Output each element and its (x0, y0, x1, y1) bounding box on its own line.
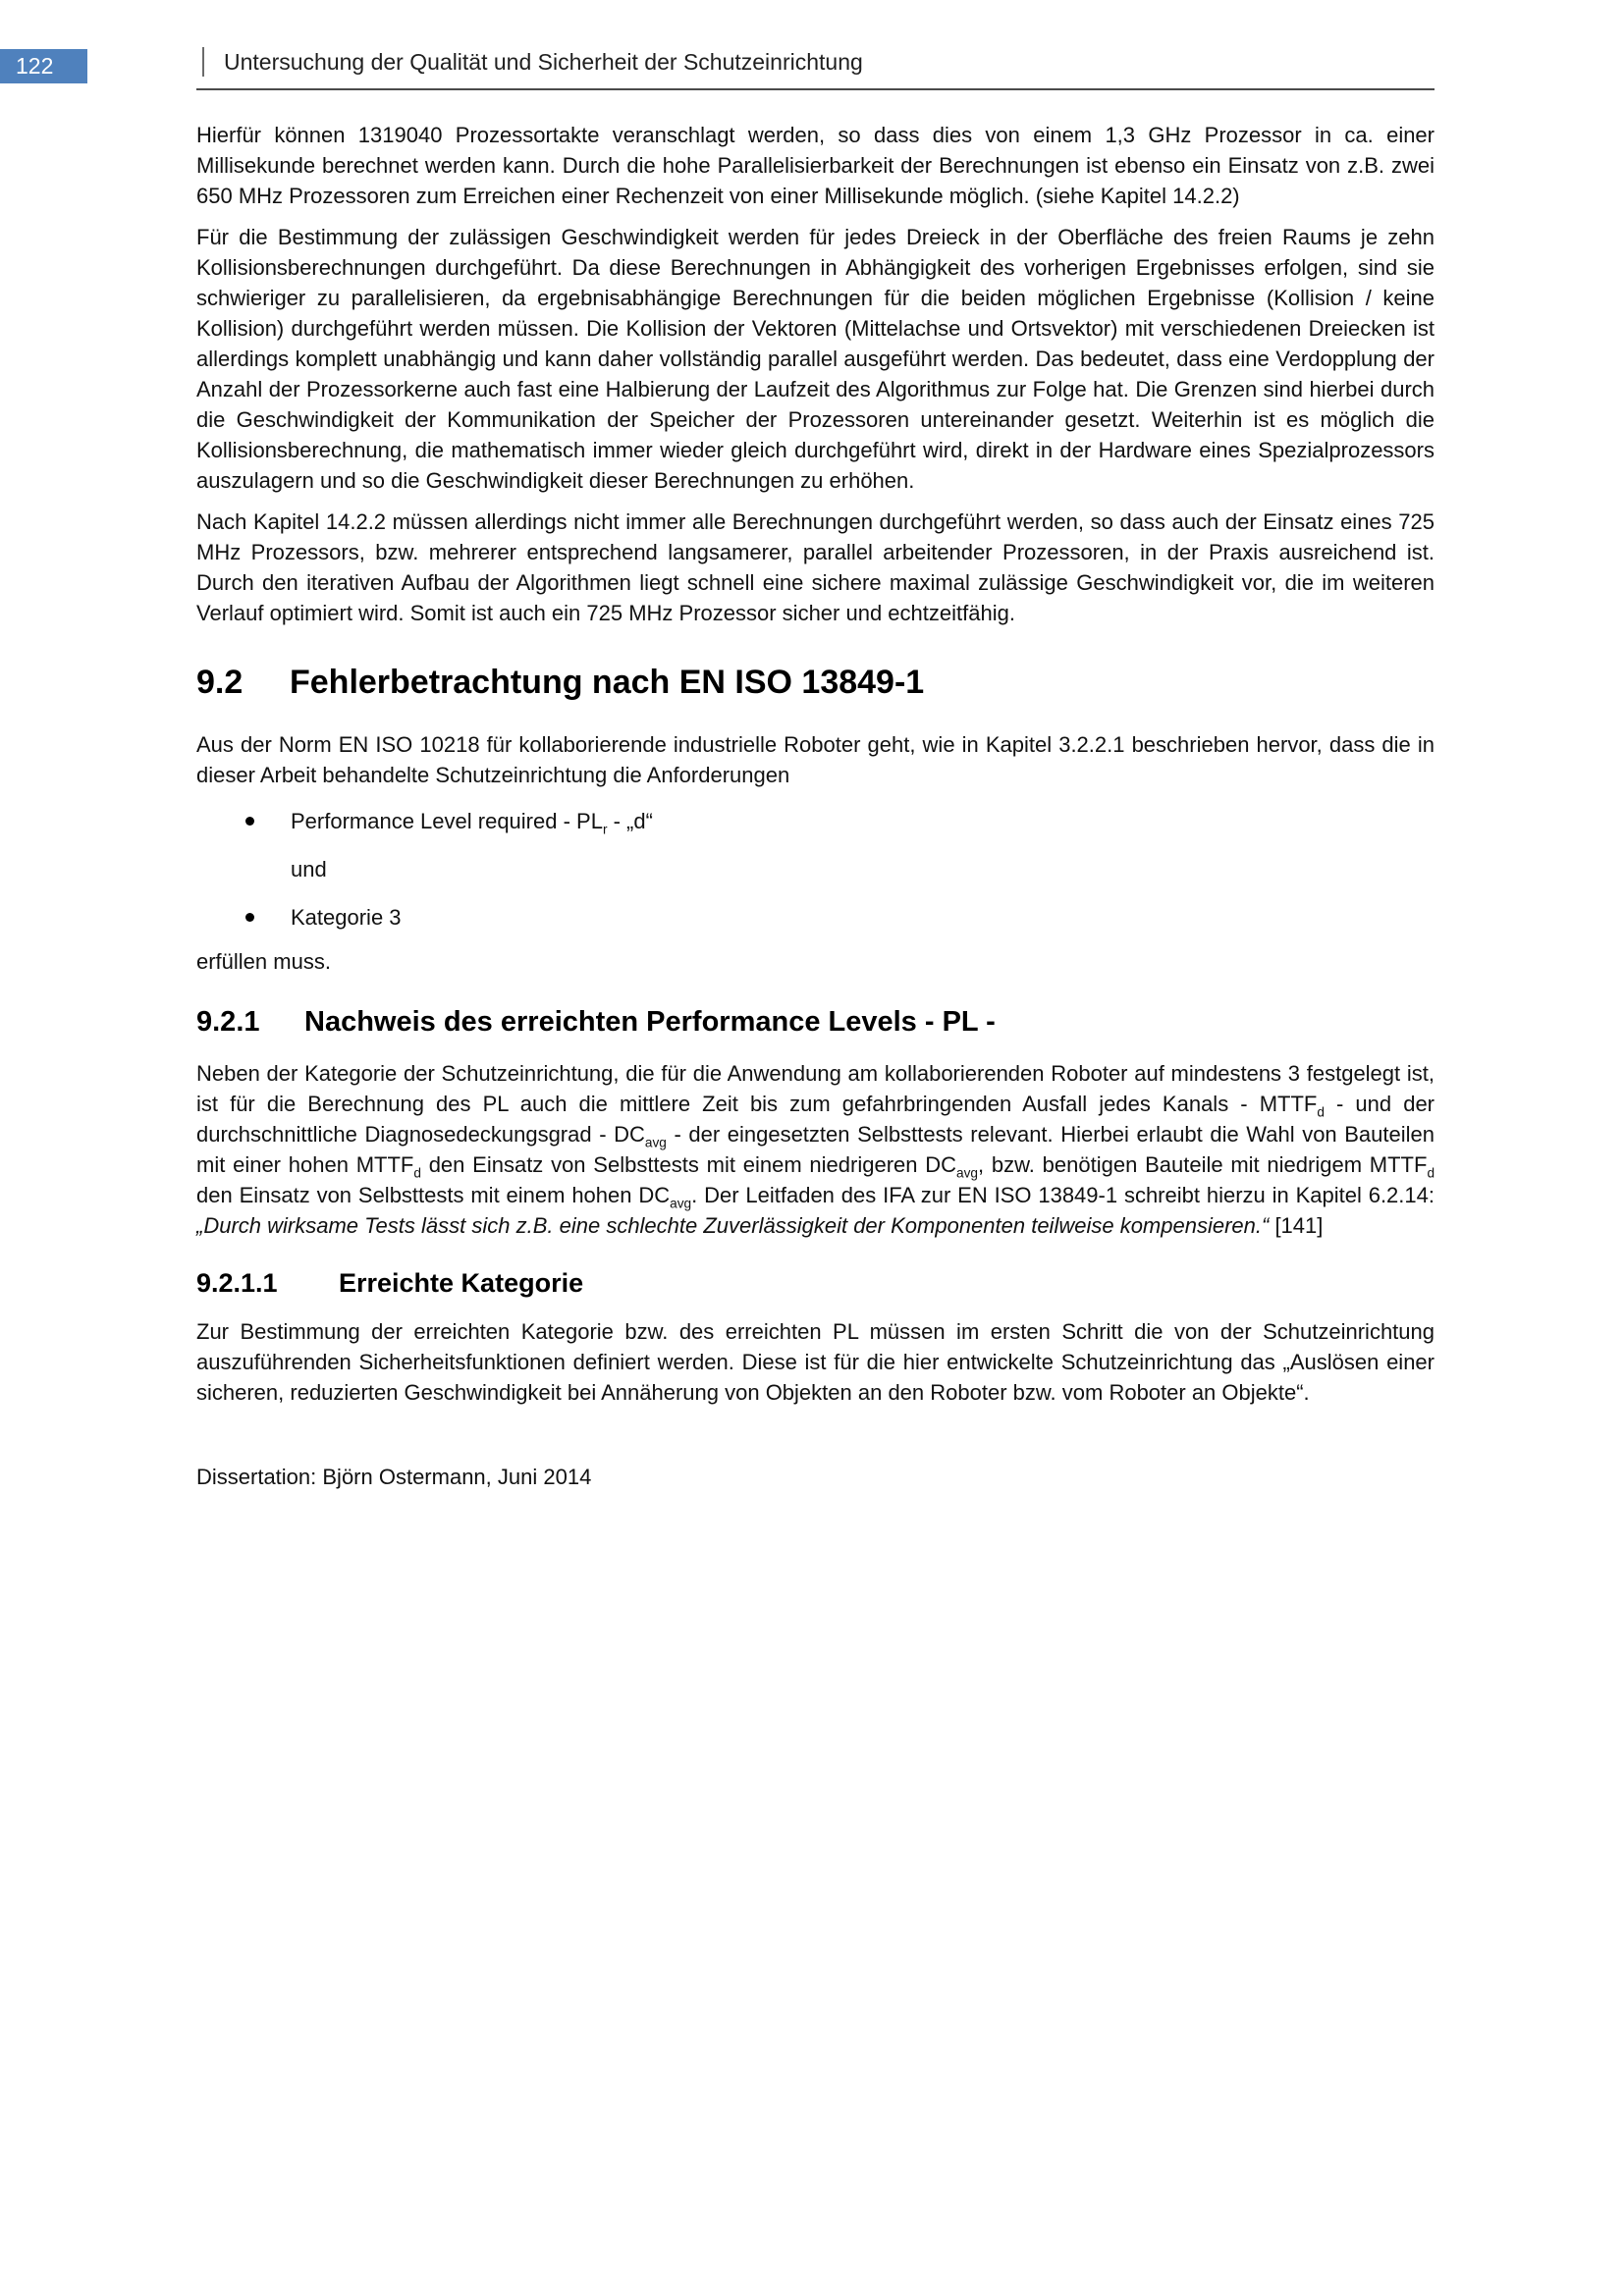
heading-title: Erreichte Kategorie (339, 1268, 584, 1298)
text-part: , bzw. benötigen Bauteile mit niedrigem MTTF (978, 1152, 1428, 1177)
paragraph-norm-anforderungen: Aus der Norm EN ISO 10218 für kollaborierende industrielle Roboter geht, wie in Kapitel 3.2.2.1 beschrieben hervor, dass die in dieser Arbeit behandelte Schutzeinrichtung die Anforderungen (196, 732, 1435, 787)
subscript-d: d (413, 1165, 421, 1181)
subscript-avg: avg (670, 1196, 692, 1211)
paragraph-processor-takt: Hierfür können 1319040 Prozessortakte veranschlagt werden, so dass dies von einem 1,3 GHz Prozessor in ca. einer Millisekunde berechnet werden kann. Durch die hohe Parallelisierbarkeit der Berechnungen ist ebenso ein Einsatz von z.B. zwei 650 MHz Prozessoren zum Erreichen einer Rechenzeit von einer Millisekunde möglich. (siehe Kapitel 14.2.2) (196, 123, 1435, 208)
list-item-text-part: Performance Level required - PL (291, 809, 603, 833)
list-item-text-part: - „d“ (607, 809, 653, 833)
bullet-icon (245, 913, 254, 922)
list-item-kategorie (244, 902, 1435, 933)
paragraph-mttf-dc (196, 1058, 1435, 1241)
paragraph-parallelisierung: Für die Bestimmung der zulässigen Geschwindigkeit werden für jedes Dreieck in der Oberfläche des freien Raums je zehn Kollisionsberechnungen durchgeführt. Da diese Berechnungen in Abhängigkeit des vorherigen Ergebnisses erfolgen, sind sie schwieriger zu parallelisieren, da ergebnisabhängige Berechnungen für die beiden möglichen Ergebnisse (Kollision / keine Kollision) durchgeführt werden müssen. Die Kollision der Vektoren (Mittelachse und Ortsvektor) mit verschiedenen Dreiecken ist allerdings komplett unabhängig und kann daher vollständig parallel ausgeführt werden. Das bedeutet, dass eine Verdopplung der Anzahl der Prozessorkerne auch fast eine Halbierung der Laufzeit des Algorithmus zur Folge hat. Die Grenzen sind hierbei durch die Geschwindigkeit der Kommunikation der Speicher der Prozessoren untereinander gesetzt. Weiterhin ist es möglich die Kollisionsberechnung, die mathematisch immer wieder gleich durchgeführt wird, direkt in der Hardware eines Spezialprozessors auszulagern und so die Geschwindigkeit dieser Berechnungen zu erhöhen. (196, 225, 1435, 493)
subscript-d: d (1317, 1104, 1325, 1120)
text-part: . Der Leitfaden des IFA zur EN ISO 13849-1 schreibt hierzu in Kapitel 6.2.14: (691, 1183, 1435, 1207)
list-item-text (291, 806, 1435, 836)
heading-title: Nachweis des erreichten Performance Levels - PL - (304, 1006, 996, 1038)
page-header (196, 45, 1435, 90)
content-area (196, 120, 1435, 1418)
paragraph-725mhz: Nach Kapitel 14.2.2 müssen allerdings nicht immer alle Berechnungen durchgeführt werden, so dass auch der Einsatz eines 725 MHz Prozessors, bzw. mehrerer entsprechend langsamerer, parallel arbeitender Prozessoren, in der Praxis ausreichend ist. Durch den iterativen Aufbau der Algorithmen liegt schnell eine sichere maximal zulässige Geschwindigkeit vor, die im weiteren Verlauf optimiert wird. Somit ist auch ein 725 MHz Prozessor sicher und echtzeitfähig. (196, 509, 1435, 625)
section-heading-9-2-1 (196, 1004, 1435, 1041)
heading-number: 9.2.1.1 (196, 1268, 278, 1298)
text-part: den Einsatz von Selbsttests mit einem niedrigeren DC (420, 1152, 957, 1177)
text-part: den Einsatz von Selbsttests mit einem hohen DC (196, 1183, 671, 1207)
bullet-icon (245, 817, 254, 826)
running-header-title: Untersuchung der Qualität und Sicherheit der Schutzeinrichtung (224, 48, 863, 75)
section-heading-9-2-1-1 (196, 1266, 1435, 1301)
heading-title: Fehlerbetrachtung nach EN ISO 13849-1 (290, 664, 925, 701)
page-number-badge (0, 49, 87, 83)
running-header (202, 47, 1435, 77)
list-item-performance-level (244, 806, 1435, 884)
subscript-avg: avg (956, 1165, 979, 1181)
paragraph-sicherheitsfunktion: Zur Bestimmung der erreichten Kategorie bzw. des erreichten PL müssen im ersten Schritt die von der Schutzeinrichtung auszuführenden Sicherheitsfunktionen definiert werden. Diese ist für die hier entwickelte Schutzeinrichtung das „Auslösen einer sicheren, reduzierten Geschwindigkeit bei Annäherung von Objekten an den Roboter bzw. vom Roboter an Objekte“. (196, 1319, 1435, 1405)
text-part: Neben der Kategorie der Schutzeinrichtung, die für die Anwendung am kollaborierenden Roboter auf mindestens 3 festgelegt ist, ist für die Berechnung des PL auch die mittlere Zeit bis zum gefahrbringenden Ausfall jedes Kanals - MTTF (196, 1061, 1435, 1116)
text-part: - der eingesetzten Selbsttests relevant. Hierbei erlaubt die Wahl von Bauteilen mit einer hohen MTTF (196, 1122, 1435, 1177)
heading-number: 9.2.1 (196, 1006, 260, 1038)
list-item-connector: und (291, 857, 327, 881)
heading-number: 9.2 (196, 664, 244, 701)
page-footer (196, 1465, 591, 1490)
ifa-quote: „Durch wirksame Tests lässt sich z.B. eine schlechte Zuverlässigkeit der Komponenten teilweise kompensieren.“ (196, 1213, 1270, 1238)
subscript-avg: avg (644, 1135, 667, 1150)
subscript-r: r (602, 822, 608, 837)
paragraph-erfuellen: erfüllen muss. (196, 949, 331, 974)
page-number: 122 (16, 53, 54, 79)
footer-text: Dissertation: Björn Ostermann, Juni 2014 (196, 1465, 592, 1489)
citation-141: [141] (1269, 1213, 1324, 1238)
subscript-d: d (1427, 1165, 1435, 1181)
requirements-list (244, 806, 1435, 933)
text-part: - und der durchschnittliche Diagnosedeckungsgrad - DC (196, 1092, 1435, 1147)
list-item-text: Kategorie 3 (291, 905, 402, 930)
section-heading-9-2 (196, 662, 1435, 703)
